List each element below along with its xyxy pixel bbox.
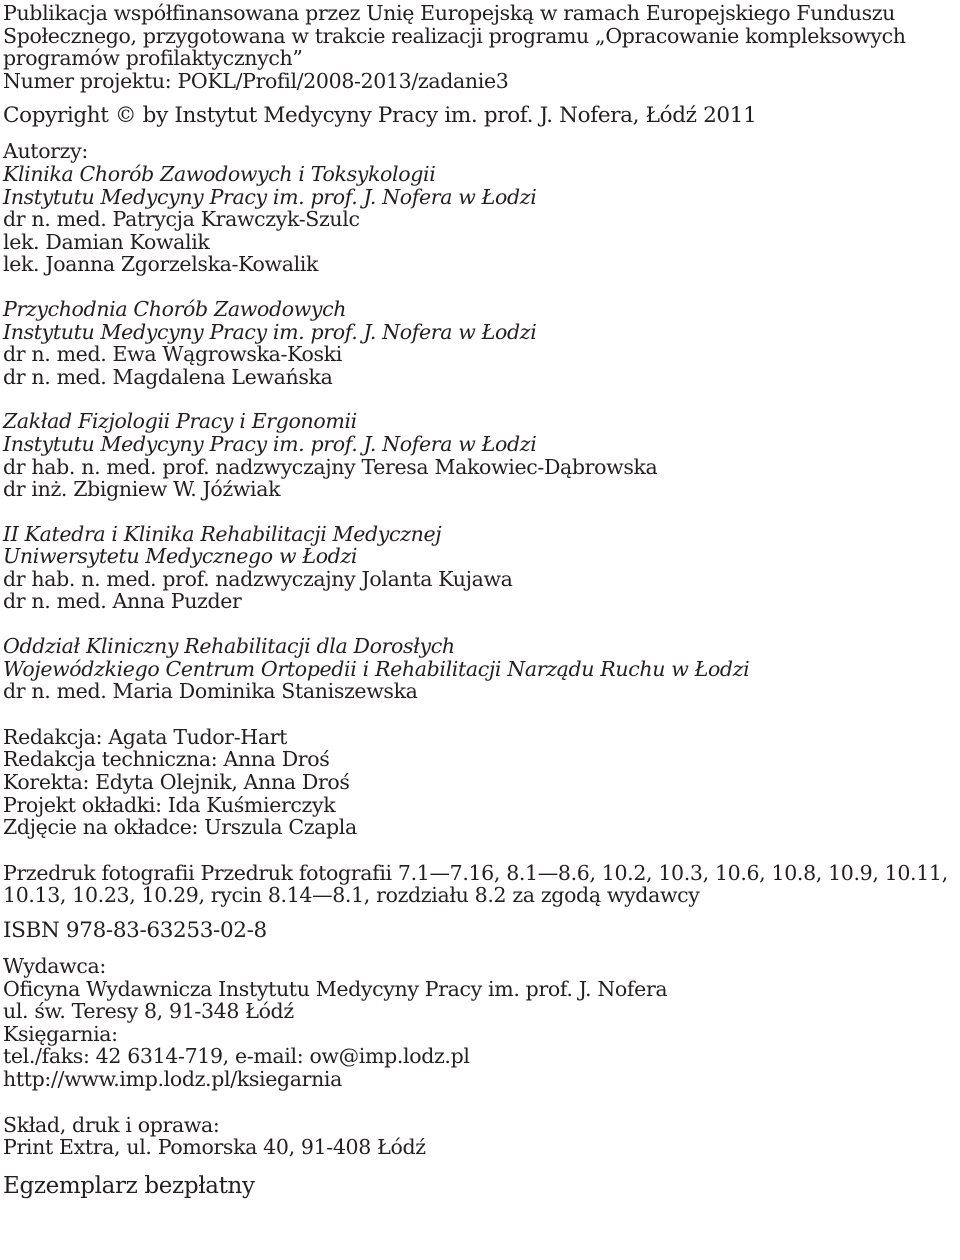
credit-line: Redakcja techniczna: Anna Droś [3, 747, 330, 772]
author-group [3, 523, 958, 613]
funding-line: Społecznego, przygotowana w trakcie realizacji programu „Opracowanie kompleksowych [3, 23, 906, 48]
author-name: dr n. med. Maria Dominika Staniszewska [3, 679, 418, 704]
institution-name: Przychodnia Chorób Zawodowych [3, 296, 347, 321]
institution-name: Oddział Kliniczny Rehabilitacji dla Dorosłych [3, 634, 455, 659]
author-group [3, 635, 958, 703]
publisher-address: ul. św. Teresy 8, 91-348 Łódź [3, 999, 294, 1024]
author-name: dr inż. Zbigniew W. Jóźwiak [3, 477, 281, 502]
author-name: dr n. med. Magdalena Lewańska [3, 364, 333, 389]
author-group [3, 163, 958, 276]
author-name: dr n. med. Ewa Wągrowska-Koski [3, 342, 342, 367]
author-name: dr n. med. Patrycja Krawczyk-Szulc [3, 207, 360, 232]
funding-note [3, 2, 958, 92]
reprint-note [3, 862, 958, 907]
author-group [3, 410, 958, 500]
bookstore-heading: Księgarnia: [3, 1021, 118, 1046]
imprint-page [3, 2, 958, 1201]
credit-line: Korekta: Edyta Olejnik, Anna Droś [3, 770, 350, 795]
credit-line: Projekt okładki: Ida Kuśmierczyk [3, 792, 336, 817]
reprint-line: 10.13, 10.23, 10.29, rycin 8.14—8.1, rozdziału 8.2 za zgodą wydawcy [3, 883, 700, 908]
printing-heading: Skład, druk i oprawa: [3, 1112, 220, 1137]
author-name: dr hab. n. med. prof. nadzwyczajny Jolanta Kujawa [3, 566, 513, 591]
institution-name: Instytutu Medycyny Pracy im. prof. J. Nofera w Łodzi [3, 319, 537, 344]
funding-line: programów profilaktycznych” [3, 46, 303, 71]
publisher-name: Oficyna Wydawnicza Instytutu Medycyny Pracy im. prof. J. Nofera [3, 976, 668, 1001]
credit-line: Redakcja: Agata Tudor-Hart [3, 724, 288, 749]
institution-name: Uniwersytetu Medycznego w Łodzi [3, 544, 358, 569]
project-number: Numer projektu: POKL/Profil/2008-2013/zadanie3 [3, 68, 509, 93]
authors-section [3, 140, 958, 702]
printing-info [3, 1114, 958, 1159]
institution-name: Klinika Chorób Zawodowych i Toksykologii [3, 161, 436, 186]
printing-house: Print Extra, ul. Pomorska 40, 91-408 Łódź [3, 1135, 426, 1160]
credit-line: Zdjęcie na okładce: Urszula Czapla [3, 815, 357, 840]
author-name: lek. Damian Kowalik [3, 229, 210, 254]
authors-heading: Autorzy: [3, 139, 88, 164]
institution-name: II Katedra i Klinika Rehabilitacji Medycznej [3, 521, 442, 546]
author-group [3, 298, 958, 388]
isbn: ISBN 978-83-63253-02-8 [3, 918, 267, 943]
institution-name: Wojewódzkiego Centrum Ortopedii i Rehabilitacji Narządu Ruchu w Łodzi [3, 656, 750, 681]
copyright-line: Copyright © by Instytut Medycyny Pracy im. prof. J. Nofera, Łódź 2011 [3, 103, 757, 129]
institution-name: Instytutu Medycyny Pracy im. prof. J. Nofera w Łodzi [3, 431, 537, 456]
publisher-info [3, 955, 958, 1091]
author-name: lek. Joanna Zgorzelska-Kowalik [3, 252, 319, 277]
author-name: dr hab. n. med. prof. nadzwyczajny Teresa Makowiec-Dąbrowska [3, 454, 658, 479]
reprint-line: Przedruk fotografii Przedruk fotografii 7.1—7.16, 8.1—8.6, 10.2, 10.3, 10.6, 10.8, 10.9, 10.11, [3, 860, 948, 885]
publisher-heading: Wydawca: [3, 954, 106, 978]
institution-name: Instytutu Medycyny Pracy im. prof. J. Nofera w Łodzi [3, 184, 537, 209]
editorial-credits [3, 726, 958, 839]
free-copy-note: Egzemplarz bezpłatny [3, 1172, 255, 1199]
institution-name: Zakład Fizjologii Pracy i Ergonomii [3, 409, 357, 434]
funding-line: Publikacja współfinansowana przez Unię Europejską w ramach Europejskiego Funduszu [3, 1, 896, 25]
author-name: dr n. med. Anna Puzder [3, 589, 242, 614]
contact-line: tel./faks: 42 6314-719, e-mail: ow@imp.lodz.pl [3, 1044, 470, 1069]
bookstore-url: http://www.imp.lodz.pl/ksiegarnia [3, 1066, 343, 1091]
